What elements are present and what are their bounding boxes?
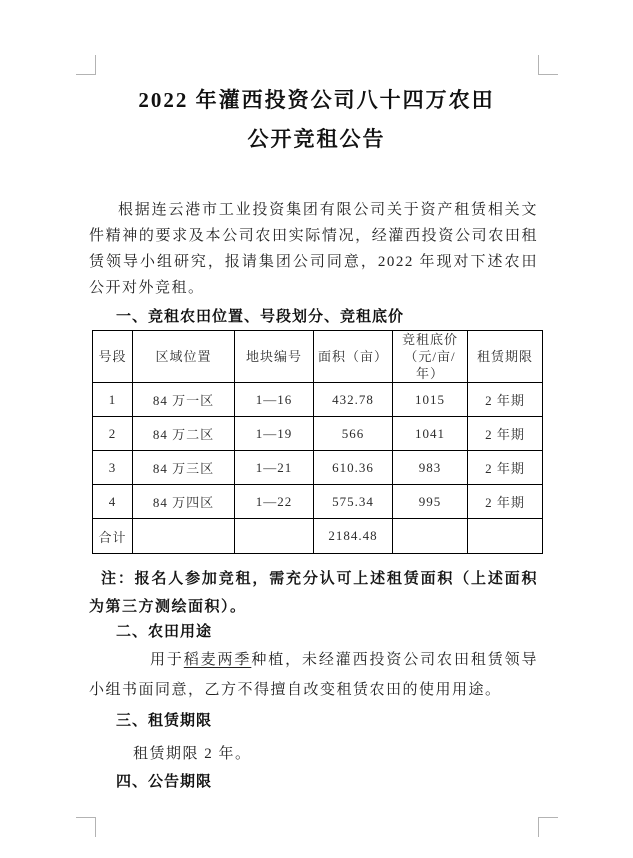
table-cell: 1 (93, 383, 133, 417)
table-cell: 432.78 (314, 383, 393, 417)
table-row (93, 485, 543, 519)
section-2-heading: 二、农田用途 (116, 623, 213, 640)
table-header-row (93, 331, 543, 383)
document-title-line2: 公开竞租公告 (247, 127, 386, 151)
table-total-row (93, 519, 543, 554)
table-cell (468, 519, 543, 554)
table-cell: 566 (314, 417, 393, 451)
table-cell (133, 519, 235, 554)
table-cell: 2184.48 (314, 519, 393, 554)
table-cell: 84 万四区 (133, 485, 235, 519)
table-row (93, 383, 543, 417)
section-4-heading: 四、公告期限 (116, 773, 213, 790)
table-header-cell-line1: 竞租底价 (401, 332, 458, 347)
table-cell: 1015 (393, 383, 468, 417)
table-cell: 1—16 (235, 383, 314, 417)
margin-corner-mark-top-right (538, 55, 558, 75)
table-cell: 1041 (393, 417, 468, 451)
table-cell: 2 年期 (468, 485, 543, 519)
margin-corner-mark-bottom-left (76, 817, 96, 837)
table-cell: 2 (93, 417, 133, 451)
table-cell: 575.34 (314, 485, 393, 519)
note-paragraph: 注：报名人参加竞租，需充分认可上述租赁面积（上述面积为第三方测绘面积）。 (89, 571, 538, 615)
table-cell: 2 年期 (468, 383, 543, 417)
table-cell: 84 万一区 (133, 383, 235, 417)
table-header-cell: 租赁期限 (468, 331, 543, 383)
table-cell: 1—21 (235, 451, 314, 485)
section-3-heading: 三、租赁期限 (116, 712, 213, 729)
table-row (93, 417, 543, 451)
table-header-cell: 地块编号 (235, 331, 314, 383)
land-bidding-table (92, 330, 543, 554)
margin-corner-mark-top-left (76, 55, 96, 75)
table-header-cell-line2: （元/亩/年） (404, 349, 456, 381)
table-cell: 983 (393, 451, 468, 485)
table-row (93, 451, 543, 485)
table-header-cell: 号段 (93, 331, 133, 383)
intro-paragraph: 根据连云港市工业投资集团有限公司关于资产租赁相关文件精神的要求及本公司农田实际情况，经灌西投资公司农田租赁领导小组研究，报请集团公司同意，2022 年现对下述农田公开对外竞租。 (89, 202, 538, 296)
table-cell: 610.36 (314, 451, 393, 485)
table-cell: 4 (93, 485, 133, 519)
table-cell: 84 万二区 (133, 417, 235, 451)
section-3-paragraph: 租赁期限 2 年。 (133, 746, 252, 762)
table-cell: 1—19 (235, 417, 314, 451)
table-cell: 2 年期 (468, 451, 543, 485)
table-header-cell: 面积（亩） (314, 331, 393, 383)
table-cell: 合计 (93, 519, 133, 554)
section-2-text-after: 种植，未经灌西投资公司农田租赁领导小组书面同意，乙方不得擅自改变租赁农田的使用用途。 (89, 652, 538, 698)
table-cell: 995 (393, 485, 468, 519)
section-2-paragraph (89, 645, 538, 705)
table-cell: 84 万三区 (133, 451, 235, 485)
table-cell (393, 519, 468, 554)
table-cell: 2 年期 (468, 417, 543, 451)
table-header-cell (393, 331, 468, 383)
document-title-line1: 2022 年灌西投资公司八十四万农田 (138, 88, 495, 112)
table-cell (235, 519, 314, 554)
table-header-cell: 区域位置 (133, 331, 235, 383)
section-2-underlined-text: 稻麦两季 (183, 652, 252, 668)
section-2-text-before: 用于 (150, 652, 184, 668)
table-cell: 3 (93, 451, 133, 485)
table-cell: 1—22 (235, 485, 314, 519)
margin-corner-mark-bottom-right (538, 817, 558, 837)
section-1-heading: 一、竞租农田位置、号段划分、竞租底价 (116, 309, 405, 325)
